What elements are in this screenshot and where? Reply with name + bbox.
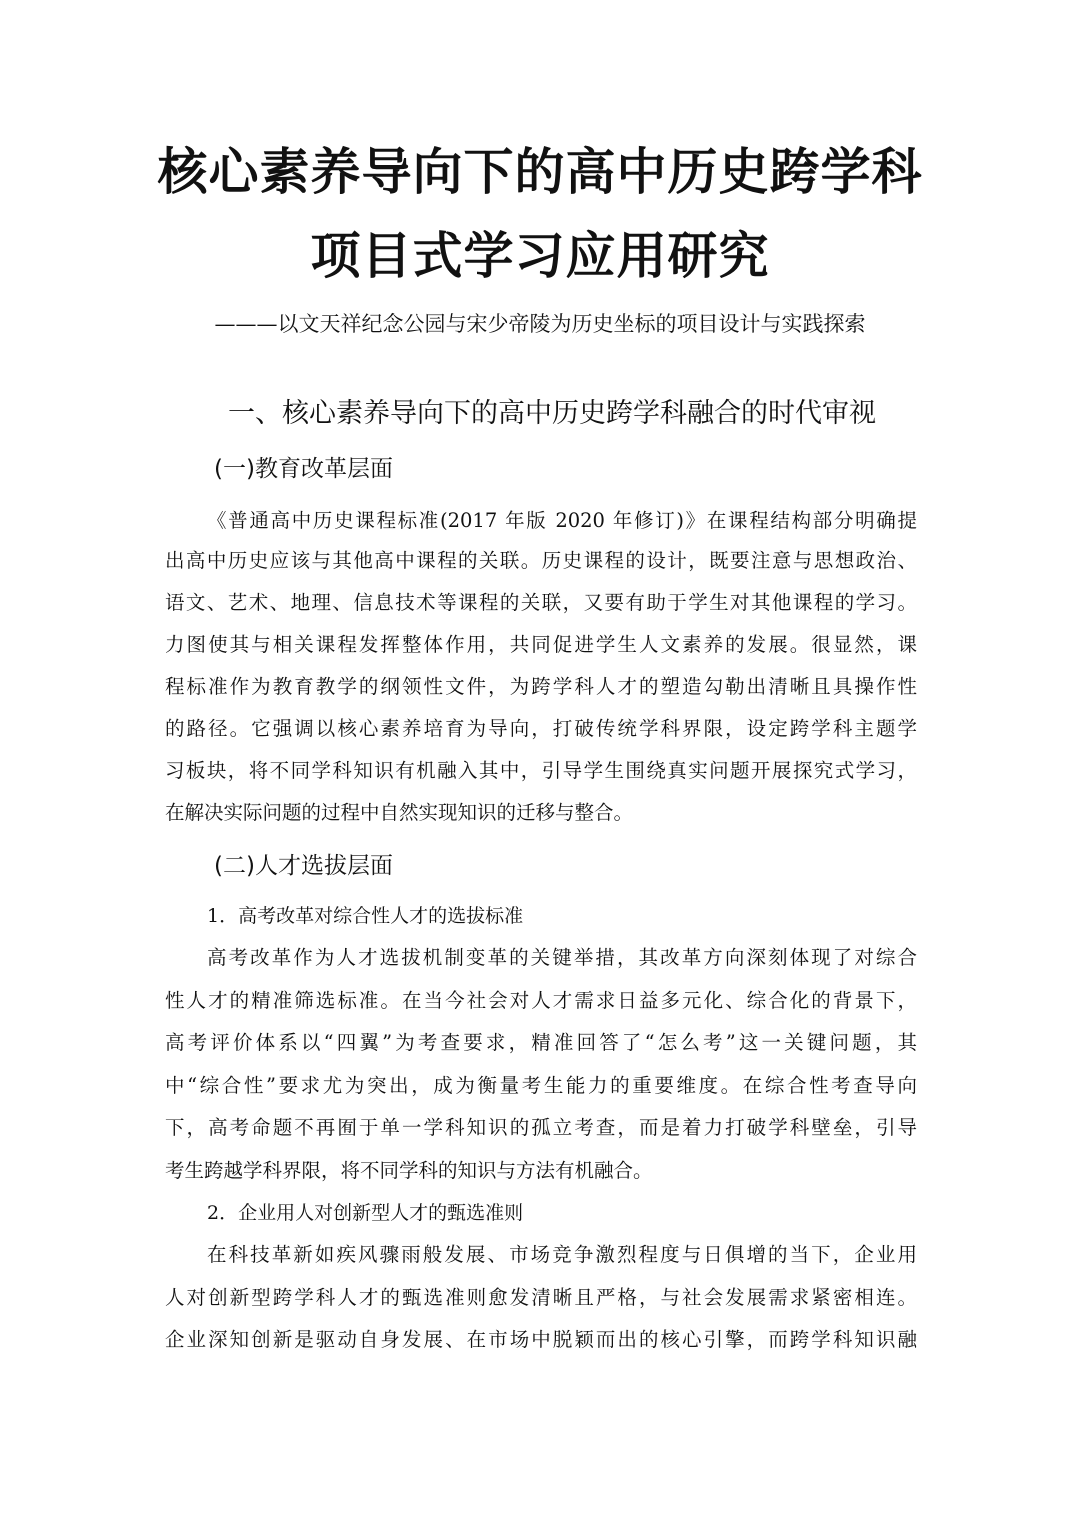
paragraph-line: 在解决实际问题的过程中自然实现知识的迁移与整合。 bbox=[165, 801, 634, 824]
paragraph-line: 在科技革新如疾风骤雨般发展、市场竞争激烈程度与日俱增的当下，企业用 bbox=[207, 1243, 917, 1266]
paragraph-line: 的路径。它强调以核心素养培育为导向，打破传统学科界限，设定跨学科主题学 bbox=[165, 717, 917, 740]
paragraph-line: 语文、艺术、地理、信息技术等课程的关联，又要有助于学生对其他课程的学习。 bbox=[165, 591, 917, 614]
paragraph-line: 中“综合性”要求尤为突出，成为衡量考生能力的重要维度。在综合性考查导向 bbox=[165, 1074, 917, 1097]
section-1-1-heading: (一)教育改革层面 bbox=[214, 456, 393, 482]
document-title-line-1: 核心素养导向下的高中历史跨学科 bbox=[157, 142, 923, 201]
item-1-title: 1．高考改革对综合性人才的选拔标准 bbox=[207, 905, 524, 927]
document-subtitle: ———以文天祥纪念公园与宋少帝陵为历史坐标的项目设计与实践探索 bbox=[214, 312, 866, 336]
paragraph-line: 企业深知创新是驱动自身发展、在市场中脱颖而出的核心引擎，而跨学科知识融 bbox=[165, 1328, 917, 1351]
paragraph-line: 高考评价体系以“四翼”为考查要求，精准回答了“怎么考”这一关键问题，其 bbox=[165, 1031, 917, 1054]
document-title-line-2: 项目式学习应用研究 bbox=[310, 226, 770, 285]
paragraph-line: 力图使其与相关课程发挥整体作用，共同促进学生人文素养的发展。很显然，课 bbox=[165, 633, 917, 656]
section-1-heading: 一、核心素养导向下的高中历史跨学科融合的时代审视 bbox=[228, 398, 876, 429]
paragraph-line: 程标准作为教育教学的纲领性文件，为跨学科人才的塑造勾勒出清晰且具操作性 bbox=[165, 675, 917, 698]
paragraph-line: 考生跨越学科界限，将不同学科的知识与方法有机融合。 bbox=[165, 1159, 653, 1182]
paragraph-line: 高考改革作为人才选拔机制变革的关键举措，其改革方向深刻体现了对综合 bbox=[207, 946, 917, 969]
paragraph-line: 性人才的精准筛选标准。在当今社会对人才需求日益多元化、综合化的背景下， bbox=[165, 989, 917, 1012]
paragraph-line: 人对创新型跨学科人才的甄选准则愈发清晰且严格，与社会发展需求紧密相连。 bbox=[165, 1286, 917, 1309]
paragraph-line: 《普通高中历史课程标准(2017 年版 2020 年修订)》在课程结构部分明确提 bbox=[207, 509, 917, 532]
paragraph-line: 出高中历史应该与其他高中课程的关联。历史课程的设计，既要注意与思想政治、 bbox=[165, 549, 917, 572]
item-2-title: 2．企业用人对创新型人才的甄选准则 bbox=[207, 1202, 524, 1224]
paragraph-line: 下，高考命题不再囿于单一学科知识的孤立考查，而是着力打破学科壁垒，引导 bbox=[165, 1116, 917, 1139]
section-1-2-heading: (二)人才选拔层面 bbox=[214, 853, 393, 879]
paragraph-line: 习板块，将不同学科知识有机融入其中，引导学生围绕真实问题开展探究式学习， bbox=[165, 759, 917, 782]
